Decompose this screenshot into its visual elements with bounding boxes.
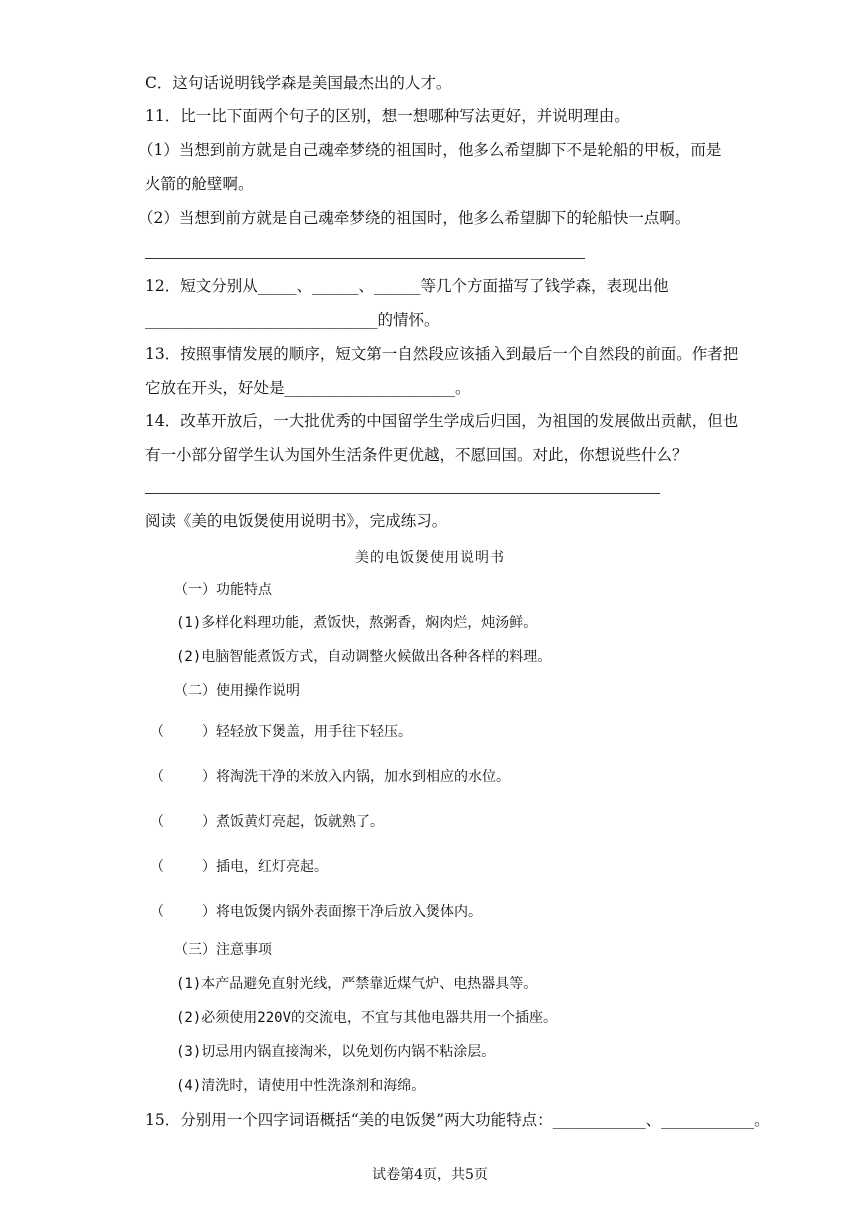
step-row: （ ）插电，红灯亮起。 [150, 856, 328, 876]
step-text: 煮饭黄灯亮起，饭就熟了。 [216, 814, 384, 830]
question-13: 13．按照事情发展的顺序，短文第一自然段应该插入到最后一个自然段的前面。作者把 [145, 345, 739, 363]
step-row: （ ）将淘洗干净的米放入内锅，加水到相应的水位。 [150, 766, 510, 786]
question-12: 12．短文分别从_____、______、______等几个方面描写了钱学森，表现出他 [145, 277, 669, 295]
notice-item: (4)清洗时，请使用中性洗涤剂和海绵。 [176, 1078, 426, 1094]
reading-intro: 阅读《美的电饭煲使用说明书》，完成练习。 [145, 512, 448, 530]
paren-blank[interactable]: （ [150, 859, 164, 875]
question-11: 11．比一比下面两个句子的区别，想一想哪种写法更好，并说明理由。 [145, 107, 630, 125]
question-13-cont: 它放在开头，好处是______________________。 [145, 379, 471, 397]
q11-sentence-2: （2）当想到前方就是自己魂牵梦绕的祖国时，他多么希望脚下的轮船快一点啊。 [138, 209, 691, 227]
paren-blank[interactable]: （ [150, 904, 164, 920]
question-15: 15．分别用一个四字词语概括“美的电饭煲”两大功能特点：____________、____________。 [145, 1111, 770, 1129]
q11-sentence-1-cont: 火箭的舱壁啊。 [145, 175, 254, 193]
notice-item: (3)切忌用内锅直接淘米，以免划伤内锅不粘涂层。 [176, 1044, 496, 1060]
paren-blank[interactable]: （ [150, 769, 164, 785]
step-text: 将淘洗干净的米放入内锅，加水到相应的水位。 [216, 769, 510, 785]
manual-title: 美的电饭煲使用说明书 [355, 550, 505, 566]
section-3-title: （三）注意事项 [174, 942, 272, 958]
feature-item: (1)多样化料理功能，煮饭快，熬粥香，焖肉烂，炖汤鲜。 [176, 615, 538, 631]
step-text: 插电，红灯亮起。 [216, 859, 328, 875]
notice-item: (1)本产品避免直射光线，严禁靠近煤气炉、电热器具等。 [176, 976, 538, 992]
question-14-cont: 有一小部分留学生认为国外生活条件更优越，不愿回国。对此，你想说些什么？ [145, 446, 688, 464]
step-text: 轻轻放下煲盖，用手往下轻压。 [216, 724, 412, 740]
option-c: C．这句话说明钱学森是美国最杰出的人才。 [145, 74, 452, 92]
page-footer: 试卷第4页，共5页 [372, 1167, 488, 1183]
step-row: （ ）轻轻放下煲盖，用手往下轻压。 [150, 721, 412, 741]
feature-item: (2)电脑智能煮饭方式，自动调整火候做出各种各样的料理。 [176, 649, 552, 665]
answer-line-11 [145, 258, 585, 259]
section-2-title: （二）使用操作说明 [174, 683, 300, 699]
q11-sentence-1: （1）当想到前方就是自己魂牵梦绕的祖国时，他多么希望脚下不是轮船的甲板，而是 [138, 141, 722, 159]
answer-line-14 [145, 493, 660, 494]
step-text: 将电饭煲内锅外表面擦干净后放入煲体内。 [216, 904, 482, 920]
paren-blank[interactable]: （ [150, 724, 164, 740]
step-row: （ ）将电饭煲内锅外表面擦干净后放入煲体内。 [150, 901, 482, 921]
step-row: （ ）煮饭黄灯亮起，饭就熟了。 [150, 811, 384, 831]
section-1-title: （一）功能特点 [174, 582, 272, 598]
paren-blank[interactable]: （ [150, 814, 164, 830]
notice-item: (2)必须使用220V的交流电，不宜与其他电器共用一个插座。 [176, 1010, 557, 1026]
question-14: 14．改革开放后，一大批优秀的中国留学生学成后归国，为祖国的发展做出贡献，但也 [145, 412, 739, 430]
question-12-cont: ______________________________的情怀。 [145, 311, 440, 329]
